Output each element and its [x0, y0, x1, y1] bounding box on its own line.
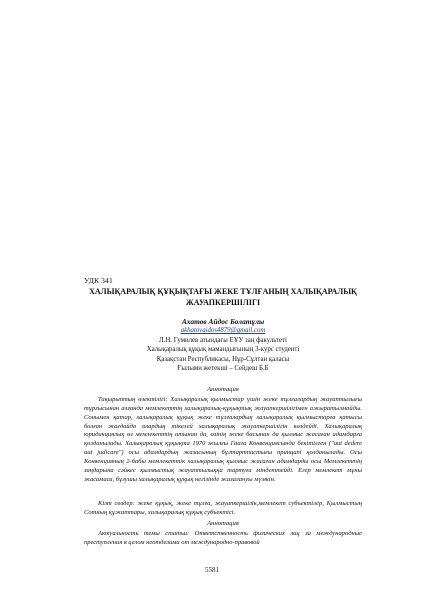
author-affiliation-2: Халықаралық құқық мамандығының 3-курс студенті [146, 346, 300, 354]
keywords: Кілт сөздер: жеке құқық, жеке тұлға, жауапкершілік,мемлекет субъектілер, Қылмыстың Сотның құжаттары, халықаралық құқық субъектісі. [84, 500, 362, 516]
author-affiliation-3: Қазақстан Республикасы, Нұр-Сұлтан қаласы [156, 355, 290, 363]
annotation-text: Актуальность темы статьи: Ответственность физических лиц за международные преступления в целом неотделима от международно-правовой [84, 530, 362, 546]
abstract-text: Тақырыптың өзектілігі: Халықаралық қылмыстар үшін жеке тұлғалардың жауаптылығы тұрғысынан алғанда мемлекеттің халықаралық-құқықтық жауапкершілігімен ажыратылмайды. Сонымен қатар, халықаралық құқық жеке тұлғалардың халықаралық қылмыстарға қатысы болған жағдайда олардың тікелей халықаралық жауапкершілігін көздейді. Халықаралық юридикциялық өз мемлекеттің атынан да, өзінің жеке басынан да қылмыс жасаған адамдарға қолданылады. Халықаралық құқықта 1970 жылғы Гаага Конвенциясында бекітілген ("aut dedere aut judicare") осы адамдардың жазасының бұлтартпастығы принципі қолданылады. Осы Конвенцияның 2-бабы мемлекеттік халықаралық қылмыс жасаған адамдарды осы Мемлекеттің заңдарына сәйкес қылмыстық жауаптылыққа тартуға міндеттейді. Егер мемлекет мұны жасамаса, бұзушы халықаралық құқық негізінде жазалануы мүмкін. [84, 396, 362, 483]
author-block [84, 317, 362, 373]
article-title: ХАЛЫҚАРАЛЫҚ ҚҰҚЫҚТАҒЫ ЖЕКЕ ТҰЛҒАНЫҢ ХАЛЫҚАРАЛЫҚ ЖАУАПКЕРШІЛІГІ [89, 287, 357, 307]
page-number: 5581 [205, 566, 219, 574]
udk-code: УДК 341 [84, 276, 113, 285]
author-name: Ахатов Айдос Болатұлы [181, 317, 265, 326]
author-supervisor: Ғылыми жетекші – Сейдеш Б.Б [177, 365, 269, 373]
abstract-heading: Аннотация [207, 386, 239, 393]
author-affiliation-1: Л.Н. Гумилев атындағы ЕҰУ заң факультеті [159, 336, 287, 344]
author-email-link[interactable]: akhatovaidos4879@gmail.com [180, 327, 266, 335]
annotation-heading: Аннотация [207, 520, 239, 527]
